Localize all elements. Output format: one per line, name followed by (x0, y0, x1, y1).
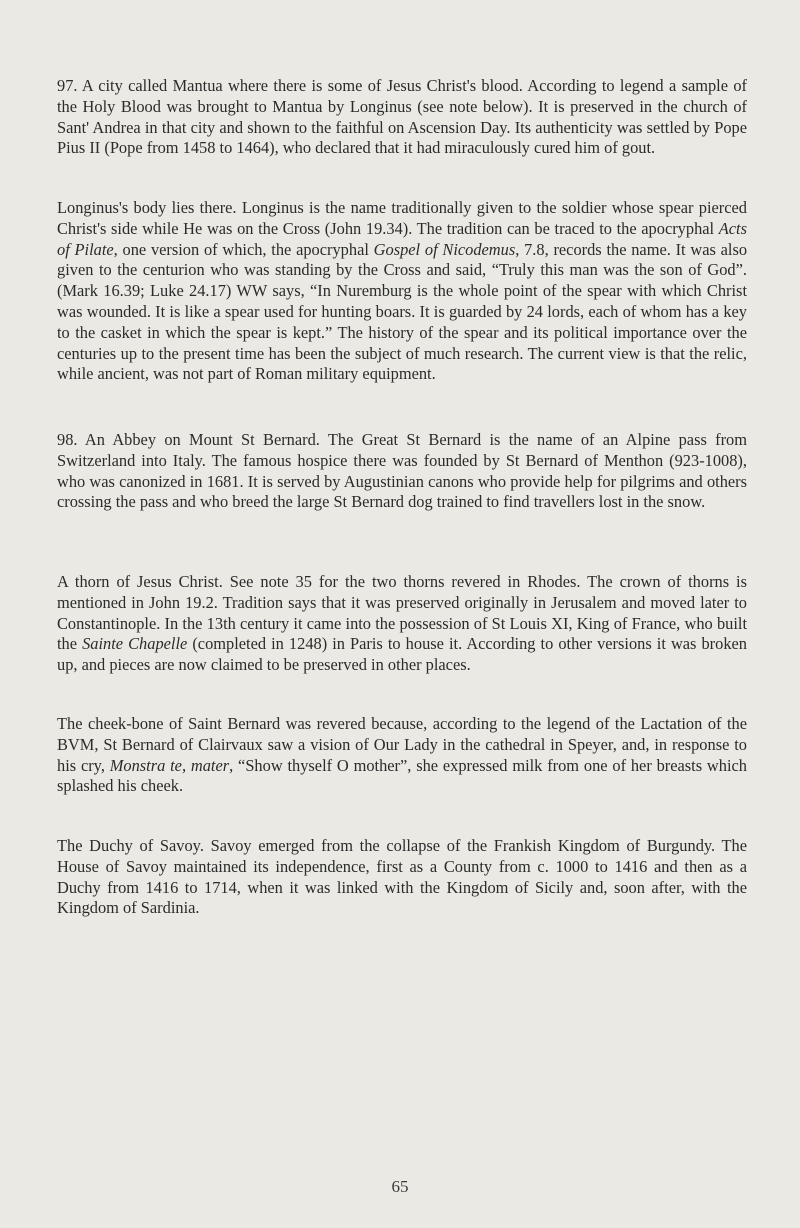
paragraph-thorn (57, 572, 747, 676)
paragraph-cheek-bone (57, 714, 747, 797)
text-segment: 97. A city called Mantua where there is some of Jesus Christ's blood. According to legend a sample of the Holy Blood was brought to Mantua by Longinus (see note below). It is preserved in the church of Sant' Andrea in that city and shown to the faithful on Ascension Day. Its authenticity was settled by Pope Pius II (Pope from 1458 to 1464), who declared that it had miraculously cured him of gout. (57, 76, 747, 158)
text-segment: A thorn of Jesus Christ. See note 35 for the two thorns revered in Rhodes. The crown of thorns is mentioned in John 19.2. Tradition says that it was preserved originally in Jerusalem and moved later to Constantinople. In the 13th century it came into the possession of St Louis XI, King of France, who built the (57, 572, 747, 654)
text-segment: , one version of which, the apocryphal (113, 239, 374, 259)
text-segment: 98. An Abbey on Mount St Bernard. The Great St Bernard is the name of an Alpine pass from Switzerland into Italy. The famous hospice there was founded by St Bernard of Menthon (923-1008), who was canonized in 1681. It is served by Augustinian canons who provide help for pilgrims and others crossing the pass and who breed the large St Bernard dog trained to find travellers lost in the snow. (57, 430, 747, 512)
text-segment: , 7.8, records the name. It was also given to the centurion who was standing by the Cross and said, “Truly this man was the son of God”. (Mark 16.39; Luke 24.17) WW says, “In Nuremburg is the whole point of the spear with which Christ was wounded. It is like a spear used for hunting boars. It is guarded by 24 lords, each of whom has a key to the casket in which the spear is kept.” The history of the spear and its political importance over the centuries up to the present time has been the subject of much research. The current view is that the relic, while ancient, was not part of Roman military equipment. (57, 239, 748, 384)
italic-text-segment: Acts of Pilate (57, 218, 747, 259)
italic-text-segment: Gospel of Nicodemus (373, 239, 516, 259)
text-segment: The Duchy of Savoy. Savoy emerged from the collapse of the Frankish Kingdom of Burgundy. The House of Savoy maintained its independence, first as a County from c. 1000 to 1416 and then as a Duchy from 1416 to 1714, when it was linked with the Kingdom of Sicily and, soon after, with the Kingdom of Sardinia. (57, 836, 747, 918)
paragraph-duchy-of-savoy (57, 836, 747, 919)
page-number: 65 (391, 1177, 409, 1196)
text-segment: , “Show thyself O mother”, she expressed milk from one of her breasts which splashed his cheek. (57, 755, 747, 796)
paragraph-longinus (57, 198, 747, 385)
paragraph-note-98 (57, 430, 747, 513)
text-segment: (completed in 1248) in Paris to house it. According to other versions it was broken up, and pieces are now claimed to be preserved in other places. (57, 634, 747, 675)
italic-text-segment: Monstra te, mater (109, 755, 230, 775)
text-segment: The cheek-bone of Saint Bernard was revered because, according to the legend of the Lactation of the BVM, St Bernard of Clairvaux saw a vision of Our Lady in the cathedral in Speyer, and, in response to his cry, (57, 714, 747, 775)
text-segment: Longinus's body lies there. Longinus is the name traditionally given to the soldier whose spear pierced Christ's side while He was on the Cross (John 19.34). The tradition can be traced to the apocryphal (57, 198, 747, 238)
italic-text-segment: Sainte Chapelle (82, 634, 188, 654)
paragraph-note-97 (57, 76, 747, 159)
